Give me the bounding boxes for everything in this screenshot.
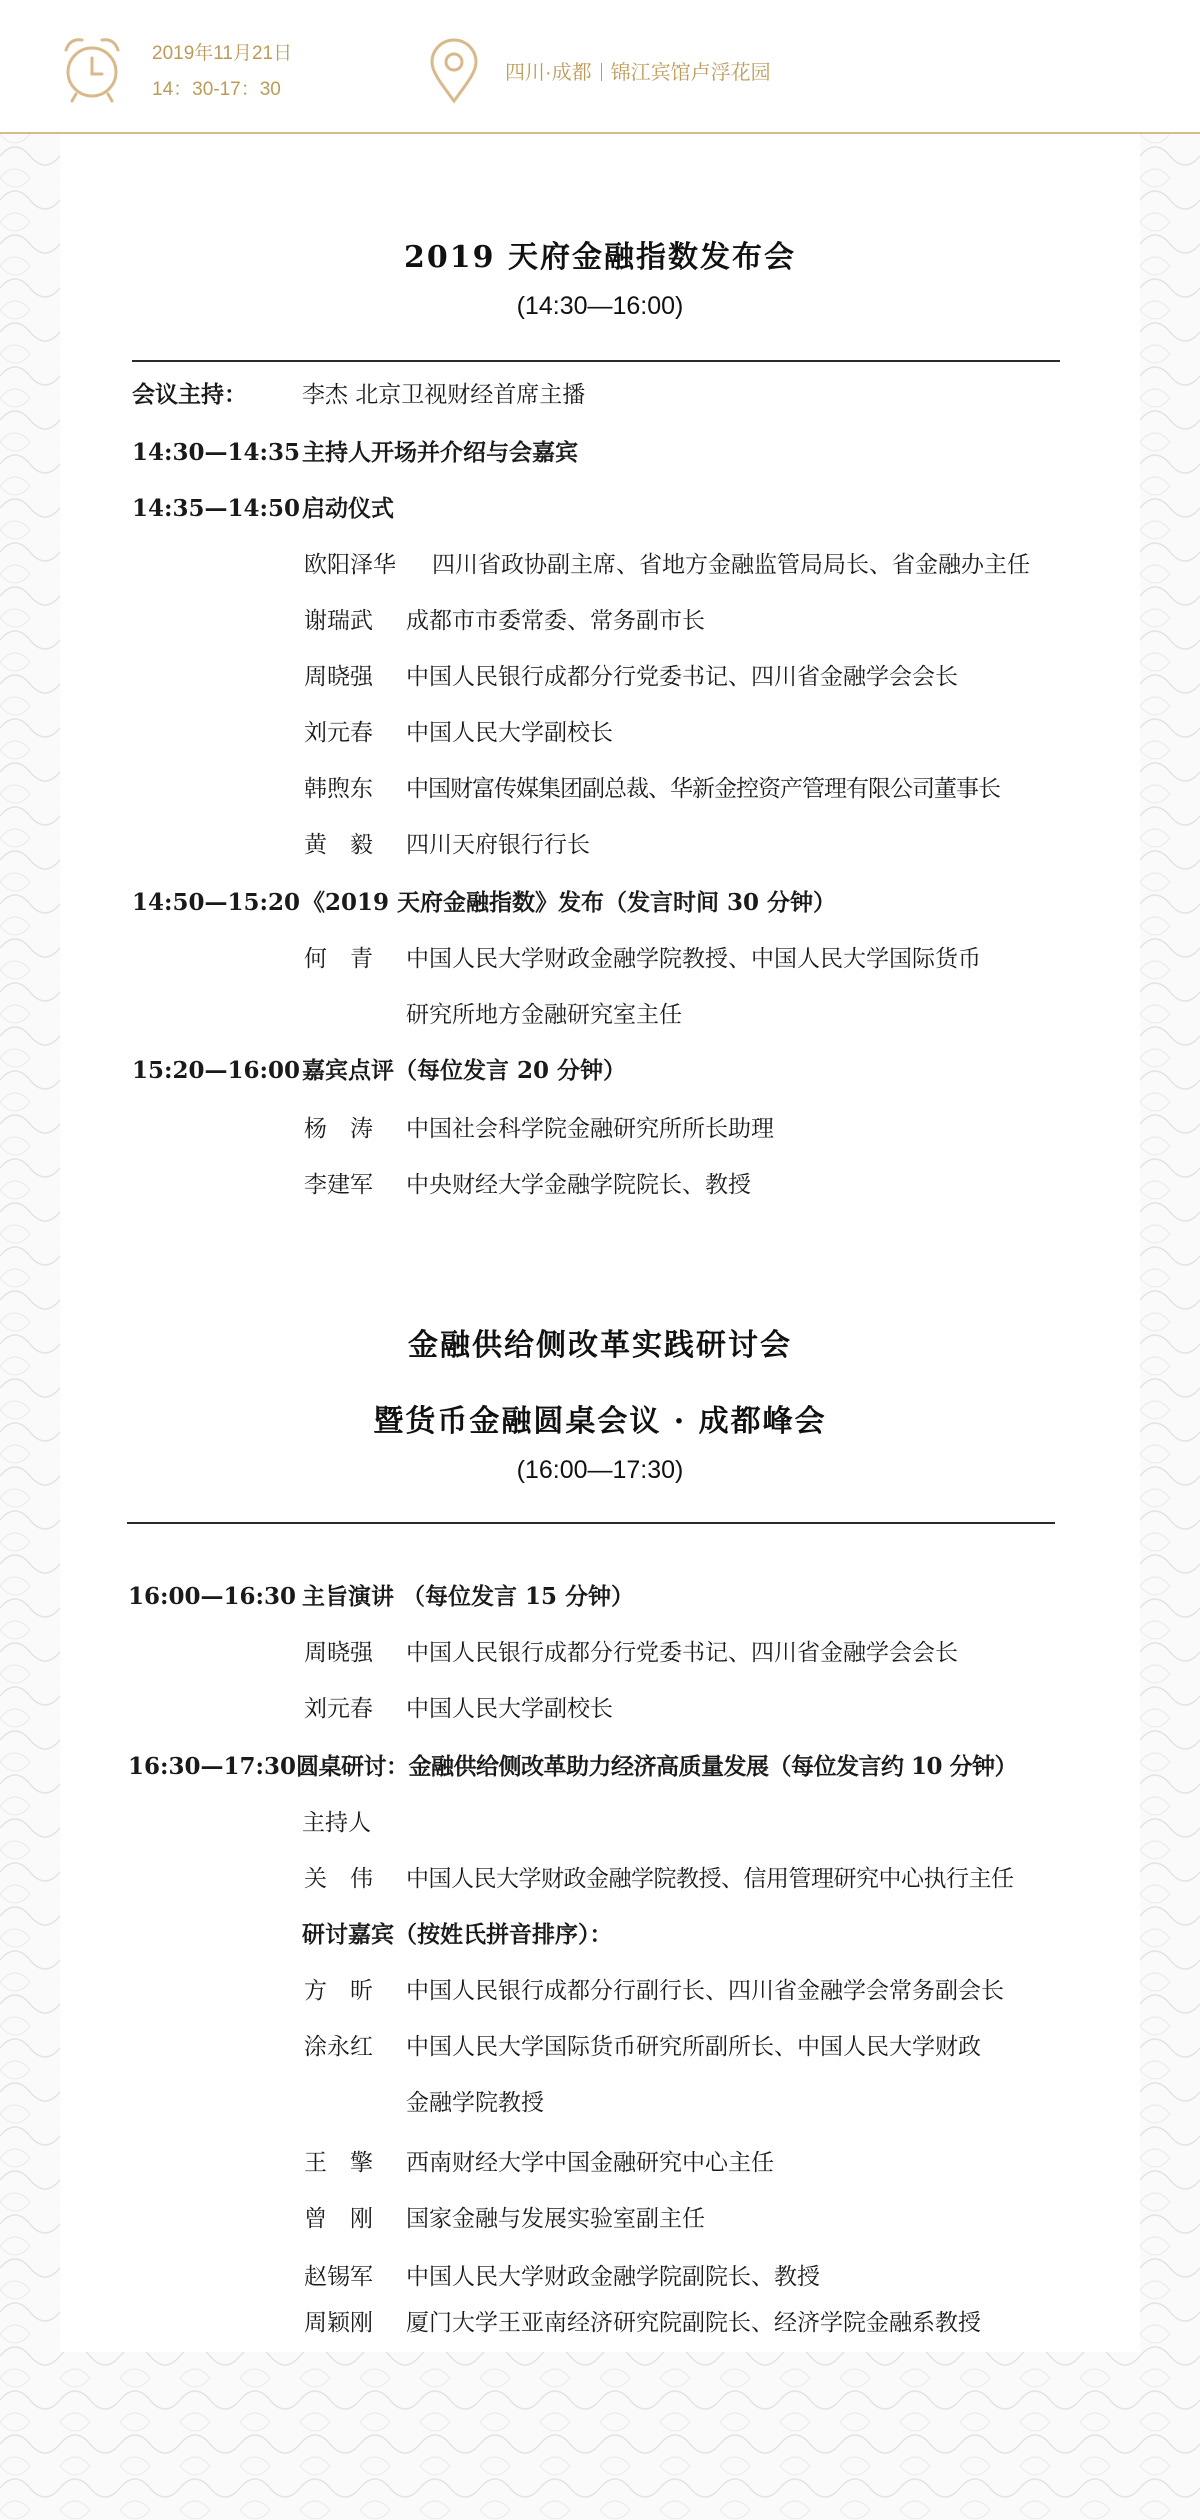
agenda-topic: 嘉宾点评（每位发言 20 分钟） bbox=[302, 1057, 627, 1084]
speaker-name: 谢瑞武 bbox=[304, 608, 373, 634]
agenda-topic: 主旨演讲 （每位发言 15 分钟） bbox=[302, 1583, 635, 1610]
agenda-item bbox=[0, 492, 1200, 526]
speaker-title: 成都市市委常委、常务副市长 bbox=[406, 608, 705, 634]
speaker-name: 刘元春 bbox=[304, 720, 373, 746]
speaker-row bbox=[0, 2202, 1200, 2236]
moderator-label-row bbox=[0, 1806, 1200, 1840]
speaker-title: 中国人民银行成都分行党委书记、四川省金融学会会长 bbox=[406, 1640, 958, 1666]
speaker-name: 周晓强 bbox=[304, 664, 373, 690]
speaker-title: 中央财经大学金融学院院长、教授 bbox=[406, 1172, 751, 1198]
speaker-title: 中国人民银行成都分行副行长、四川省金融学会常务副会长 bbox=[406, 1978, 1004, 2004]
section2-title: 金融供给侧改革实践研讨会 bbox=[408, 1328, 792, 1363]
section1-subtitle: (14:30—16:00) bbox=[516, 292, 684, 320]
event-date: 2019年11月21日 bbox=[152, 43, 293, 64]
speaker-title: 国家金融与发展实验室副主任 bbox=[406, 2206, 705, 2232]
speaker-row bbox=[0, 2146, 1200, 2180]
speaker-row bbox=[0, 660, 1200, 694]
speaker-title: 中国人民大学国际货币研究所副所长、中国人民大学财政 bbox=[406, 2034, 981, 2060]
agenda-time: 14:50—15:20 bbox=[132, 889, 301, 916]
agenda-item bbox=[0, 1750, 1200, 1784]
speaker-title: 中国人民大学副校长 bbox=[406, 720, 613, 746]
section2-title-line2: 暨货币金融圆桌会议 · 成都峰会 bbox=[373, 1404, 827, 1439]
moderator-label: 主持人 bbox=[302, 1810, 371, 1836]
section2-divider bbox=[127, 1522, 1055, 1524]
speaker-name: 李建军 bbox=[304, 1172, 373, 1198]
speaker-name: 韩煦东 bbox=[304, 776, 373, 802]
speaker-name: 关 伟 bbox=[304, 1866, 373, 1892]
speaker-title: 中国人民大学财政金融学院教授、中国人民大学国际货币 bbox=[406, 946, 981, 972]
speaker-row bbox=[0, 1862, 1200, 1896]
speaker-title: 厦门大学王亚南经济研究院副院长、经济学院金融系教授 bbox=[406, 2310, 981, 2336]
speaker-name: 曾 刚 bbox=[304, 2206, 373, 2232]
speaker-row bbox=[0, 548, 1200, 582]
speaker-row bbox=[0, 1974, 1200, 2008]
speaker-name: 周颖刚 bbox=[304, 2310, 373, 2336]
speaker-title: 中国人民大学副校长 bbox=[406, 1696, 613, 1722]
agenda-time: 14:35—14:50 bbox=[132, 495, 301, 522]
host-label: 会议主持： bbox=[132, 381, 247, 408]
speaker-title: 中国人民大学财政金融学院教授、信用管理研究中心执行主任 bbox=[406, 1866, 1014, 1892]
agenda-topic: 启动仪式 bbox=[302, 495, 394, 522]
event-time: 14：30-17：30 bbox=[152, 79, 281, 100]
host-row bbox=[0, 378, 1200, 412]
agenda-time: 15:20—16:00 bbox=[132, 1057, 301, 1084]
agenda-topic: 圆桌研讨：金融供给侧改革助力经济高质量发展（每位发言约 10 分钟） bbox=[296, 1753, 1018, 1780]
speaker-name: 黄 毅 bbox=[304, 832, 373, 858]
speaker-row bbox=[0, 2260, 1200, 2294]
speaker-name: 刘元春 bbox=[304, 1696, 373, 1722]
section2-subtitle: (16:00—17:30) bbox=[516, 1456, 684, 1484]
speaker-row bbox=[0, 604, 1200, 638]
speaker-name: 何 青 bbox=[304, 946, 373, 972]
speaker-row bbox=[0, 1112, 1200, 1146]
section1-divider bbox=[132, 360, 1060, 362]
speaker-title: 中国社会科学院金融研究所所长助理 bbox=[406, 1116, 774, 1142]
agenda-item bbox=[0, 1580, 1200, 1614]
speaker-row bbox=[0, 716, 1200, 750]
speaker-title: 中国人民大学财政金融学院副院长、教授 bbox=[406, 2264, 820, 2290]
speaker-title: 四川天府银行行长 bbox=[406, 832, 590, 858]
speaker-name: 王 擎 bbox=[304, 2150, 373, 2176]
speaker-name: 方 昕 bbox=[304, 1978, 373, 2004]
agenda-time: 16:30—17:30 bbox=[128, 1753, 297, 1780]
speaker-row bbox=[0, 942, 1200, 976]
speaker-row bbox=[0, 828, 1200, 862]
agenda-time: 14:30—14:35 bbox=[132, 439, 301, 466]
speaker-title: 中国人民银行成都分行党委书记、四川省金融学会会长 bbox=[406, 664, 958, 690]
speaker-title: 四川省政协副主席、省地方金融监管局局长、省金融办主任 bbox=[432, 552, 1030, 578]
panel-label-row bbox=[0, 1918, 1200, 1952]
speaker-row bbox=[0, 772, 1200, 806]
agenda-topic: 《2019 天府金融指数》发布（发言时间 30 分钟） bbox=[302, 889, 837, 916]
speaker-row bbox=[0, 2030, 1200, 2064]
agenda-item bbox=[0, 436, 1200, 470]
speaker-name: 周晓强 bbox=[304, 1640, 373, 1666]
event-city: 四川·成都 bbox=[505, 62, 592, 84]
speaker-title-continued bbox=[0, 2086, 1200, 2120]
agenda-topic: 主持人开场并介绍与会嘉宾 bbox=[302, 439, 578, 466]
host-name: 李杰 北京卫视财经首席主播 bbox=[302, 382, 586, 408]
speaker-title-continued bbox=[0, 998, 1200, 1032]
agenda-time: 16:00—16:30 bbox=[128, 1583, 297, 1610]
section1-title: 2019 天府金融指数发布会 bbox=[404, 240, 796, 275]
speaker-title: 研究所地方金融研究室主任 bbox=[406, 1002, 682, 1028]
speaker-title: 中国财富传媒集团副总裁、华新金控资产管理有限公司董事长 bbox=[406, 776, 1000, 802]
panel-label: 研讨嘉宾（按姓氏拼音排序）： bbox=[302, 1921, 613, 1948]
speaker-name: 涂永红 bbox=[304, 2034, 373, 2060]
speaker-title: 西南财经大学中国金融研究中心主任 bbox=[406, 2150, 774, 2176]
speaker-name: 杨 涛 bbox=[304, 1116, 373, 1142]
speaker-row bbox=[0, 1692, 1200, 1726]
agenda-item bbox=[0, 886, 1200, 920]
event-venue: 锦江宾馆卢浮花园 bbox=[610, 62, 771, 84]
agenda-item bbox=[0, 1054, 1200, 1088]
speaker-row bbox=[0, 1636, 1200, 1670]
speaker-row bbox=[0, 2306, 1200, 2340]
speaker-name: 赵锡军 bbox=[304, 2264, 373, 2290]
speaker-row bbox=[0, 1168, 1200, 1202]
speaker-name: 欧阳泽华 bbox=[304, 552, 396, 578]
speaker-title: 金融学院教授 bbox=[406, 2090, 544, 2116]
